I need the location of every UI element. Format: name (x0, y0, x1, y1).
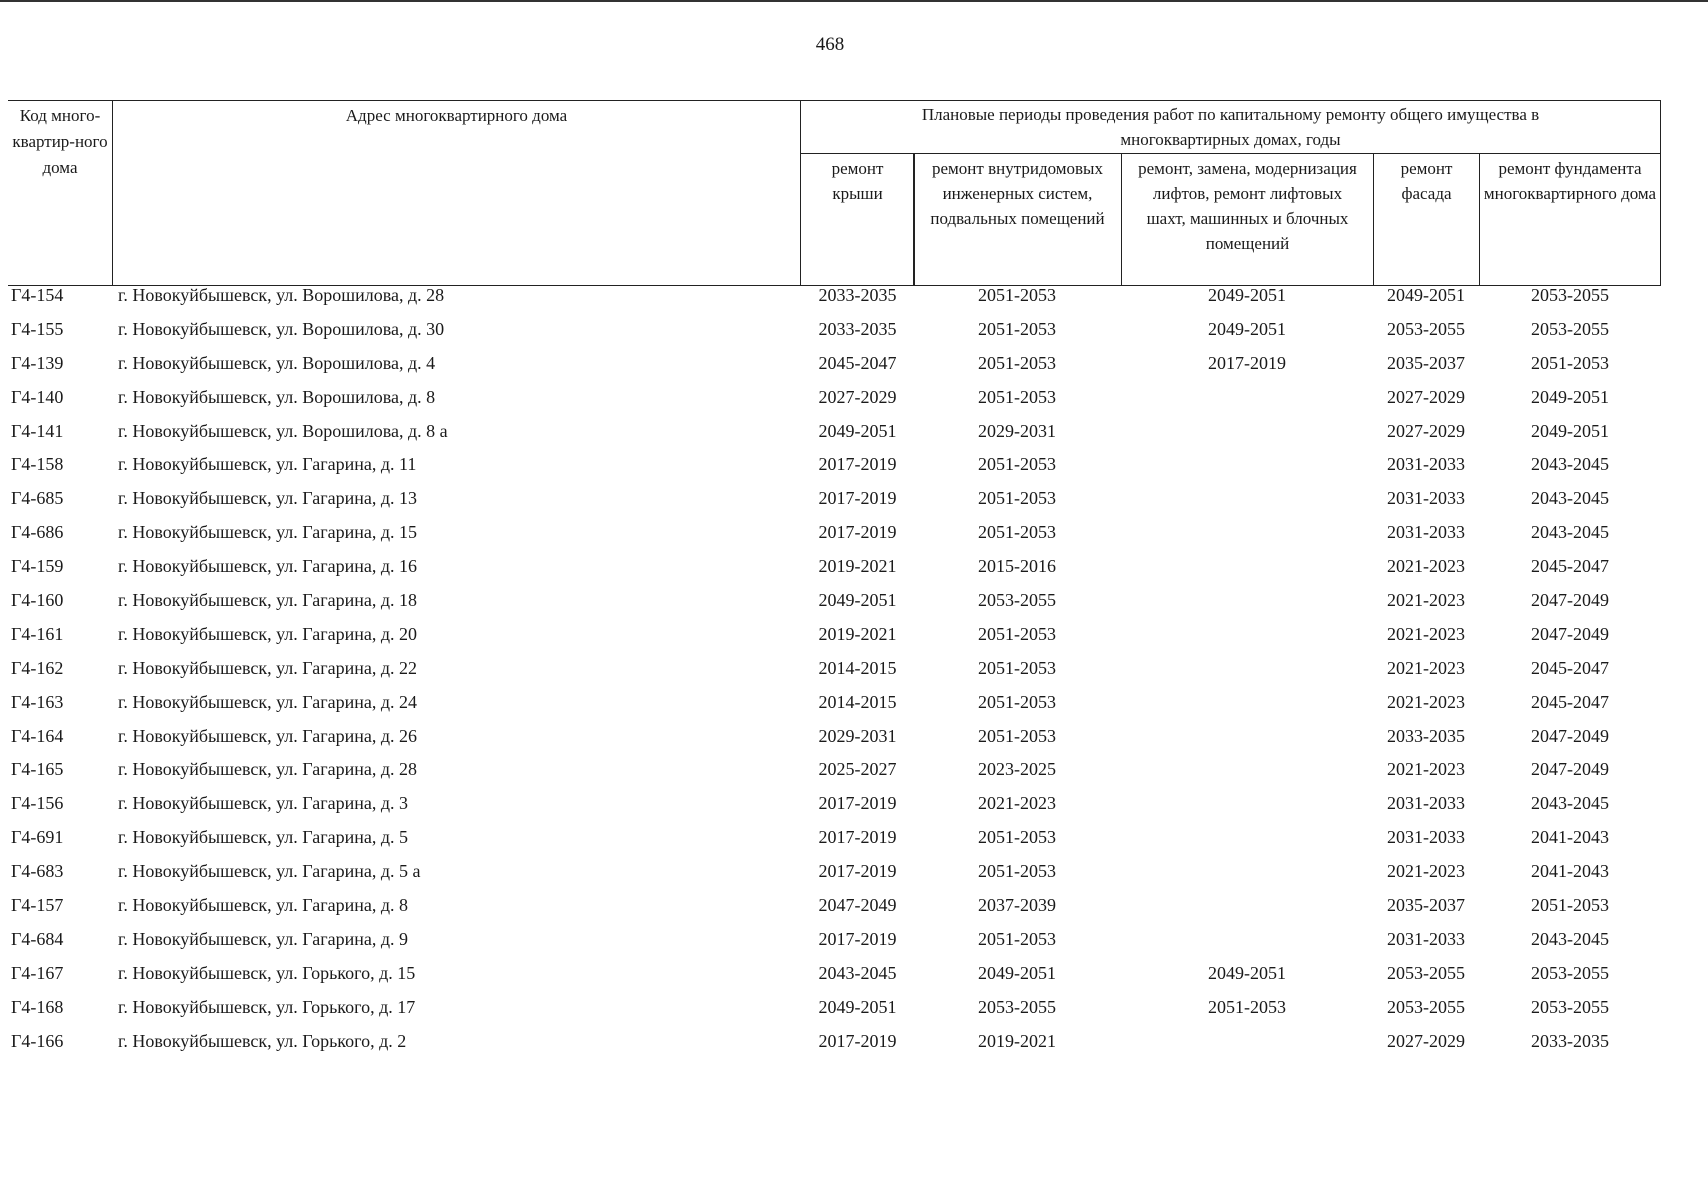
cell-address: г. Новокуйбышевск, ул. Гагарина, д. 20 (118, 623, 418, 644)
cell-roof: 2017-2019 (818, 928, 897, 949)
cell-facade: 2035-2037 (1387, 895, 1465, 916)
cell-lifts: 2049-2051 (1208, 285, 1286, 305)
header-engineering: ремонт внутридомовых инженерных систем, подвальных помещений (913, 153, 1122, 286)
cell-roof: 2014-2015 (818, 691, 897, 712)
table-row (0, 890, 1708, 924)
cell-roof: 2045-2047 (818, 352, 897, 373)
cell-code: Г4-157 (11, 895, 64, 916)
cell-address: г. Новокуйбышевск, ул. Горького, д. 17 (118, 996, 416, 1017)
cell-address: г. Новокуйбышевск, ул. Гагарина, д. 16 (118, 556, 418, 577)
cell-roof: 2033-2035 (818, 285, 897, 305)
header-periods: Плановые периоды проведения работ по капитальному ремонту общего имущества в многоквартирных домах, годы (800, 100, 1661, 154)
cell-engineering: 2051-2053 (978, 522, 1056, 543)
cell-roof: 2033-2035 (818, 318, 897, 339)
cell-engineering: 2023-2025 (978, 759, 1056, 780)
cell-code: Г4-167 (11, 962, 64, 983)
cell-foundation: 2051-2053 (1531, 352, 1609, 373)
cell-engineering: 2051-2053 (978, 691, 1056, 712)
table-row (0, 348, 1708, 382)
header-lifts: ремонт, замена, модернизация лифтов, ремонт лифтовых шахт, машинных и блочных помещений (1121, 153, 1374, 286)
cell-roof: 2027-2029 (818, 386, 897, 407)
cell-code: Г4-159 (11, 556, 64, 577)
cell-address: г. Новокуйбышевск, ул. Ворошилова, д. 28 (118, 285, 445, 305)
cell-code: Г4-139 (11, 352, 64, 373)
cell-engineering: 2029-2031 (978, 420, 1056, 441)
cell-roof: 2017-2019 (818, 488, 897, 509)
cell-foundation: 2047-2049 (1531, 623, 1609, 644)
cell-address: г. Новокуйбышевск, ул. Гагарина, д. 22 (118, 657, 418, 678)
header-address: Адрес многоквартирного дома (112, 100, 801, 286)
cell-address: г. Новокуйбышевск, ул. Ворошилова, д. 30 (118, 318, 445, 339)
cell-engineering: 2051-2053 (978, 861, 1056, 882)
table-row (0, 721, 1708, 755)
cell-engineering: 2051-2053 (978, 352, 1056, 373)
cell-roof: 2025-2027 (818, 759, 897, 780)
cell-facade: 2021-2023 (1387, 556, 1465, 577)
cell-foundation: 2051-2053 (1531, 895, 1609, 916)
cell-facade: 2021-2023 (1387, 691, 1465, 712)
cell-roof: 2017-2019 (818, 827, 897, 848)
cell-lifts: 2049-2051 (1208, 962, 1286, 983)
cell-address: г. Новокуйбышевск, ул. Гагарина, д. 5 (118, 827, 409, 848)
cell-foundation: 2043-2045 (1531, 488, 1609, 509)
table-body (0, 280, 1708, 1059)
table-row (0, 280, 1708, 314)
cell-facade: 2031-2033 (1387, 827, 1465, 848)
cell-foundation: 2047-2049 (1531, 590, 1609, 611)
cell-engineering: 2037-2039 (978, 895, 1056, 916)
cell-address: г. Новокуйбышевск, ул. Гагарина, д. 9 (118, 928, 409, 949)
cell-code: Г4-164 (11, 725, 64, 746)
cell-foundation: 2053-2055 (1531, 318, 1609, 339)
cell-roof: 2017-2019 (818, 793, 897, 814)
cell-foundation: 2043-2045 (1531, 928, 1609, 949)
table-row (0, 788, 1708, 822)
table-row (0, 992, 1708, 1026)
cell-engineering: 2051-2053 (978, 488, 1056, 509)
cell-address: г. Новокуйбышевск, ул. Ворошилова, д. 8 (118, 386, 436, 407)
table-row (0, 382, 1708, 416)
cell-address: г. Новокуйбышевск, ул. Гагарина, д. 13 (118, 488, 418, 509)
cell-address: г. Новокуйбышевск, ул. Горького, д. 15 (118, 962, 416, 983)
cell-address: г. Новокуйбышевск, ул. Горького, д. 2 (118, 1030, 407, 1051)
cell-foundation: 2053-2055 (1531, 962, 1609, 983)
cell-code: Г4-691 (11, 827, 64, 848)
cell-roof: 2049-2051 (818, 420, 897, 441)
table-row (0, 924, 1708, 958)
header-facade: ремонт фасада (1373, 153, 1480, 286)
table-row (0, 822, 1708, 856)
cell-foundation: 2043-2045 (1531, 793, 1609, 814)
cell-facade: 2021-2023 (1387, 623, 1465, 644)
cell-code: Г4-683 (11, 861, 64, 882)
cell-address: г. Новокуйбышевск, ул. Гагарина, д. 18 (118, 590, 418, 611)
cell-foundation: 2049-2051 (1531, 420, 1609, 441)
header-roof: ремонт крыши (800, 153, 915, 286)
cell-facade: 2027-2029 (1387, 420, 1465, 441)
cell-code: Г4-166 (11, 1030, 64, 1051)
cell-address: г. Новокуйбышевск, ул. Гагарина, д. 11 (118, 454, 417, 475)
cell-code: Г4-140 (11, 386, 64, 407)
cell-foundation: 2045-2047 (1531, 657, 1609, 678)
cell-roof: 2047-2049 (818, 895, 897, 916)
cell-roof: 2017-2019 (818, 522, 897, 543)
cell-engineering: 2051-2053 (978, 657, 1056, 678)
cell-foundation: 2047-2049 (1531, 725, 1609, 746)
table-row (0, 517, 1708, 551)
cell-foundation: 2041-2043 (1531, 827, 1609, 848)
cell-code: Г4-156 (11, 793, 64, 814)
cell-engineering: 2051-2053 (978, 827, 1056, 848)
cell-foundation: 2043-2045 (1531, 454, 1609, 475)
header-code: Код много-квартир-ного дома (8, 100, 113, 286)
cell-code: Г4-168 (11, 996, 64, 1017)
cell-foundation: 2053-2055 (1531, 285, 1609, 305)
table-row (0, 449, 1708, 483)
cell-code: Г4-161 (11, 623, 64, 644)
cell-code: Г4-154 (11, 285, 64, 305)
cell-code: Г4-141 (11, 420, 64, 441)
cell-facade: 2031-2033 (1387, 454, 1465, 475)
cell-lifts: 2051-2053 (1208, 996, 1286, 1017)
table-row (0, 619, 1708, 653)
header-foundation: ремонт фундамента многоквартирного дома (1479, 153, 1661, 286)
table-row (0, 653, 1708, 687)
cell-facade: 2027-2029 (1387, 1030, 1465, 1051)
cell-roof: 2017-2019 (818, 861, 897, 882)
cell-engineering: 2049-2051 (978, 962, 1056, 983)
cell-foundation: 2043-2045 (1531, 522, 1609, 543)
cell-facade: 2031-2033 (1387, 793, 1465, 814)
cell-facade: 2021-2023 (1387, 657, 1465, 678)
cell-address: г. Новокуйбышевск, ул. Гагарина, д. 15 (118, 522, 418, 543)
cell-facade: 2033-2035 (1387, 725, 1465, 746)
cell-engineering: 2053-2055 (978, 996, 1056, 1017)
cell-address: г. Новокуйбышевск, ул. Гагарина, д. 28 (118, 759, 418, 780)
cell-code: Г4-165 (11, 759, 64, 780)
cell-facade: 2035-2037 (1387, 352, 1465, 373)
cell-facade: 2053-2055 (1387, 962, 1465, 983)
cell-facade: 2021-2023 (1387, 590, 1465, 611)
table-row (0, 754, 1708, 788)
cell-facade: 2049-2051 (1387, 285, 1465, 305)
cell-code: Г4-158 (11, 454, 64, 475)
cell-code: Г4-162 (11, 657, 64, 678)
cell-facade: 2021-2023 (1387, 861, 1465, 882)
cell-code: Г4-686 (11, 522, 64, 543)
table-row (0, 551, 1708, 585)
cell-address: г. Новокуйбышевск, ул. Гагарина, д. 24 (118, 691, 418, 712)
cell-engineering: 2051-2053 (978, 725, 1056, 746)
cell-roof: 2019-2021 (818, 556, 897, 577)
cell-address: г. Новокуйбышевск, ул. Гагарина, д. 8 (118, 895, 409, 916)
cell-facade: 2031-2033 (1387, 522, 1465, 543)
top-border-line (0, 0, 1708, 2)
cell-lifts: 2017-2019 (1208, 352, 1286, 373)
cell-code: Г4-684 (11, 928, 64, 949)
cell-roof: 2019-2021 (818, 623, 897, 644)
cell-address: г. Новокуйбышевск, ул. Ворошилова, д. 4 (118, 352, 436, 373)
cell-foundation: 2053-2055 (1531, 996, 1609, 1017)
cell-engineering: 2051-2053 (978, 318, 1056, 339)
cell-engineering: 2051-2053 (978, 623, 1056, 644)
table-row (0, 585, 1708, 619)
cell-roof: 2014-2015 (818, 657, 897, 678)
table-row (0, 856, 1708, 890)
cell-facade: 2053-2055 (1387, 996, 1465, 1017)
cell-roof: 2049-2051 (818, 996, 897, 1017)
cell-roof: 2017-2019 (818, 1030, 897, 1051)
page-number: 468 (815, 34, 845, 55)
table-row (0, 687, 1708, 721)
cell-facade: 2053-2055 (1387, 318, 1465, 339)
cell-roof: 2043-2045 (818, 962, 897, 983)
cell-roof: 2017-2019 (818, 454, 897, 475)
table-row (0, 958, 1708, 992)
cell-engineering: 2051-2053 (978, 454, 1056, 475)
cell-code: Г4-160 (11, 590, 64, 611)
cell-lifts: 2049-2051 (1208, 318, 1286, 339)
table-row (0, 483, 1708, 517)
cell-foundation: 2033-2035 (1531, 1030, 1609, 1051)
cell-engineering: 2051-2053 (978, 386, 1056, 407)
cell-code: Г4-685 (11, 488, 64, 509)
cell-facade: 2031-2033 (1387, 928, 1465, 949)
cell-facade: 2031-2033 (1387, 488, 1465, 509)
cell-address: г. Новокуйбышевск, ул. Гагарина, д. 5 а (118, 861, 421, 882)
cell-code: Г4-155 (11, 318, 64, 339)
cell-foundation: 2047-2049 (1531, 759, 1609, 780)
cell-facade: 2021-2023 (1387, 759, 1465, 780)
cell-roof: 2029-2031 (818, 725, 897, 746)
cell-facade: 2027-2029 (1387, 386, 1465, 407)
table-row (0, 314, 1708, 348)
cell-engineering: 2053-2055 (978, 590, 1056, 611)
cell-code: Г4-163 (11, 691, 64, 712)
cell-engineering: 2021-2023 (978, 793, 1056, 814)
cell-roof: 2049-2051 (818, 590, 897, 611)
cell-foundation: 2045-2047 (1531, 556, 1609, 577)
cell-foundation: 2045-2047 (1531, 691, 1609, 712)
cell-engineering: 2051-2053 (978, 285, 1056, 305)
cell-engineering: 2015-2016 (978, 556, 1056, 577)
table-row (0, 1026, 1708, 1060)
cell-address: г. Новокуйбышевск, ул. Ворошилова, д. 8 а (118, 420, 448, 441)
cell-engineering: 2019-2021 (978, 1030, 1056, 1051)
cell-foundation: 2049-2051 (1531, 386, 1609, 407)
cell-engineering: 2051-2053 (978, 928, 1056, 949)
table-row (0, 416, 1708, 450)
cell-address: г. Новокуйбышевск, ул. Гагарина, д. 3 (118, 793, 409, 814)
cell-address: г. Новокуйбышевск, ул. Гагарина, д. 26 (118, 725, 418, 746)
cell-foundation: 2041-2043 (1531, 861, 1609, 882)
